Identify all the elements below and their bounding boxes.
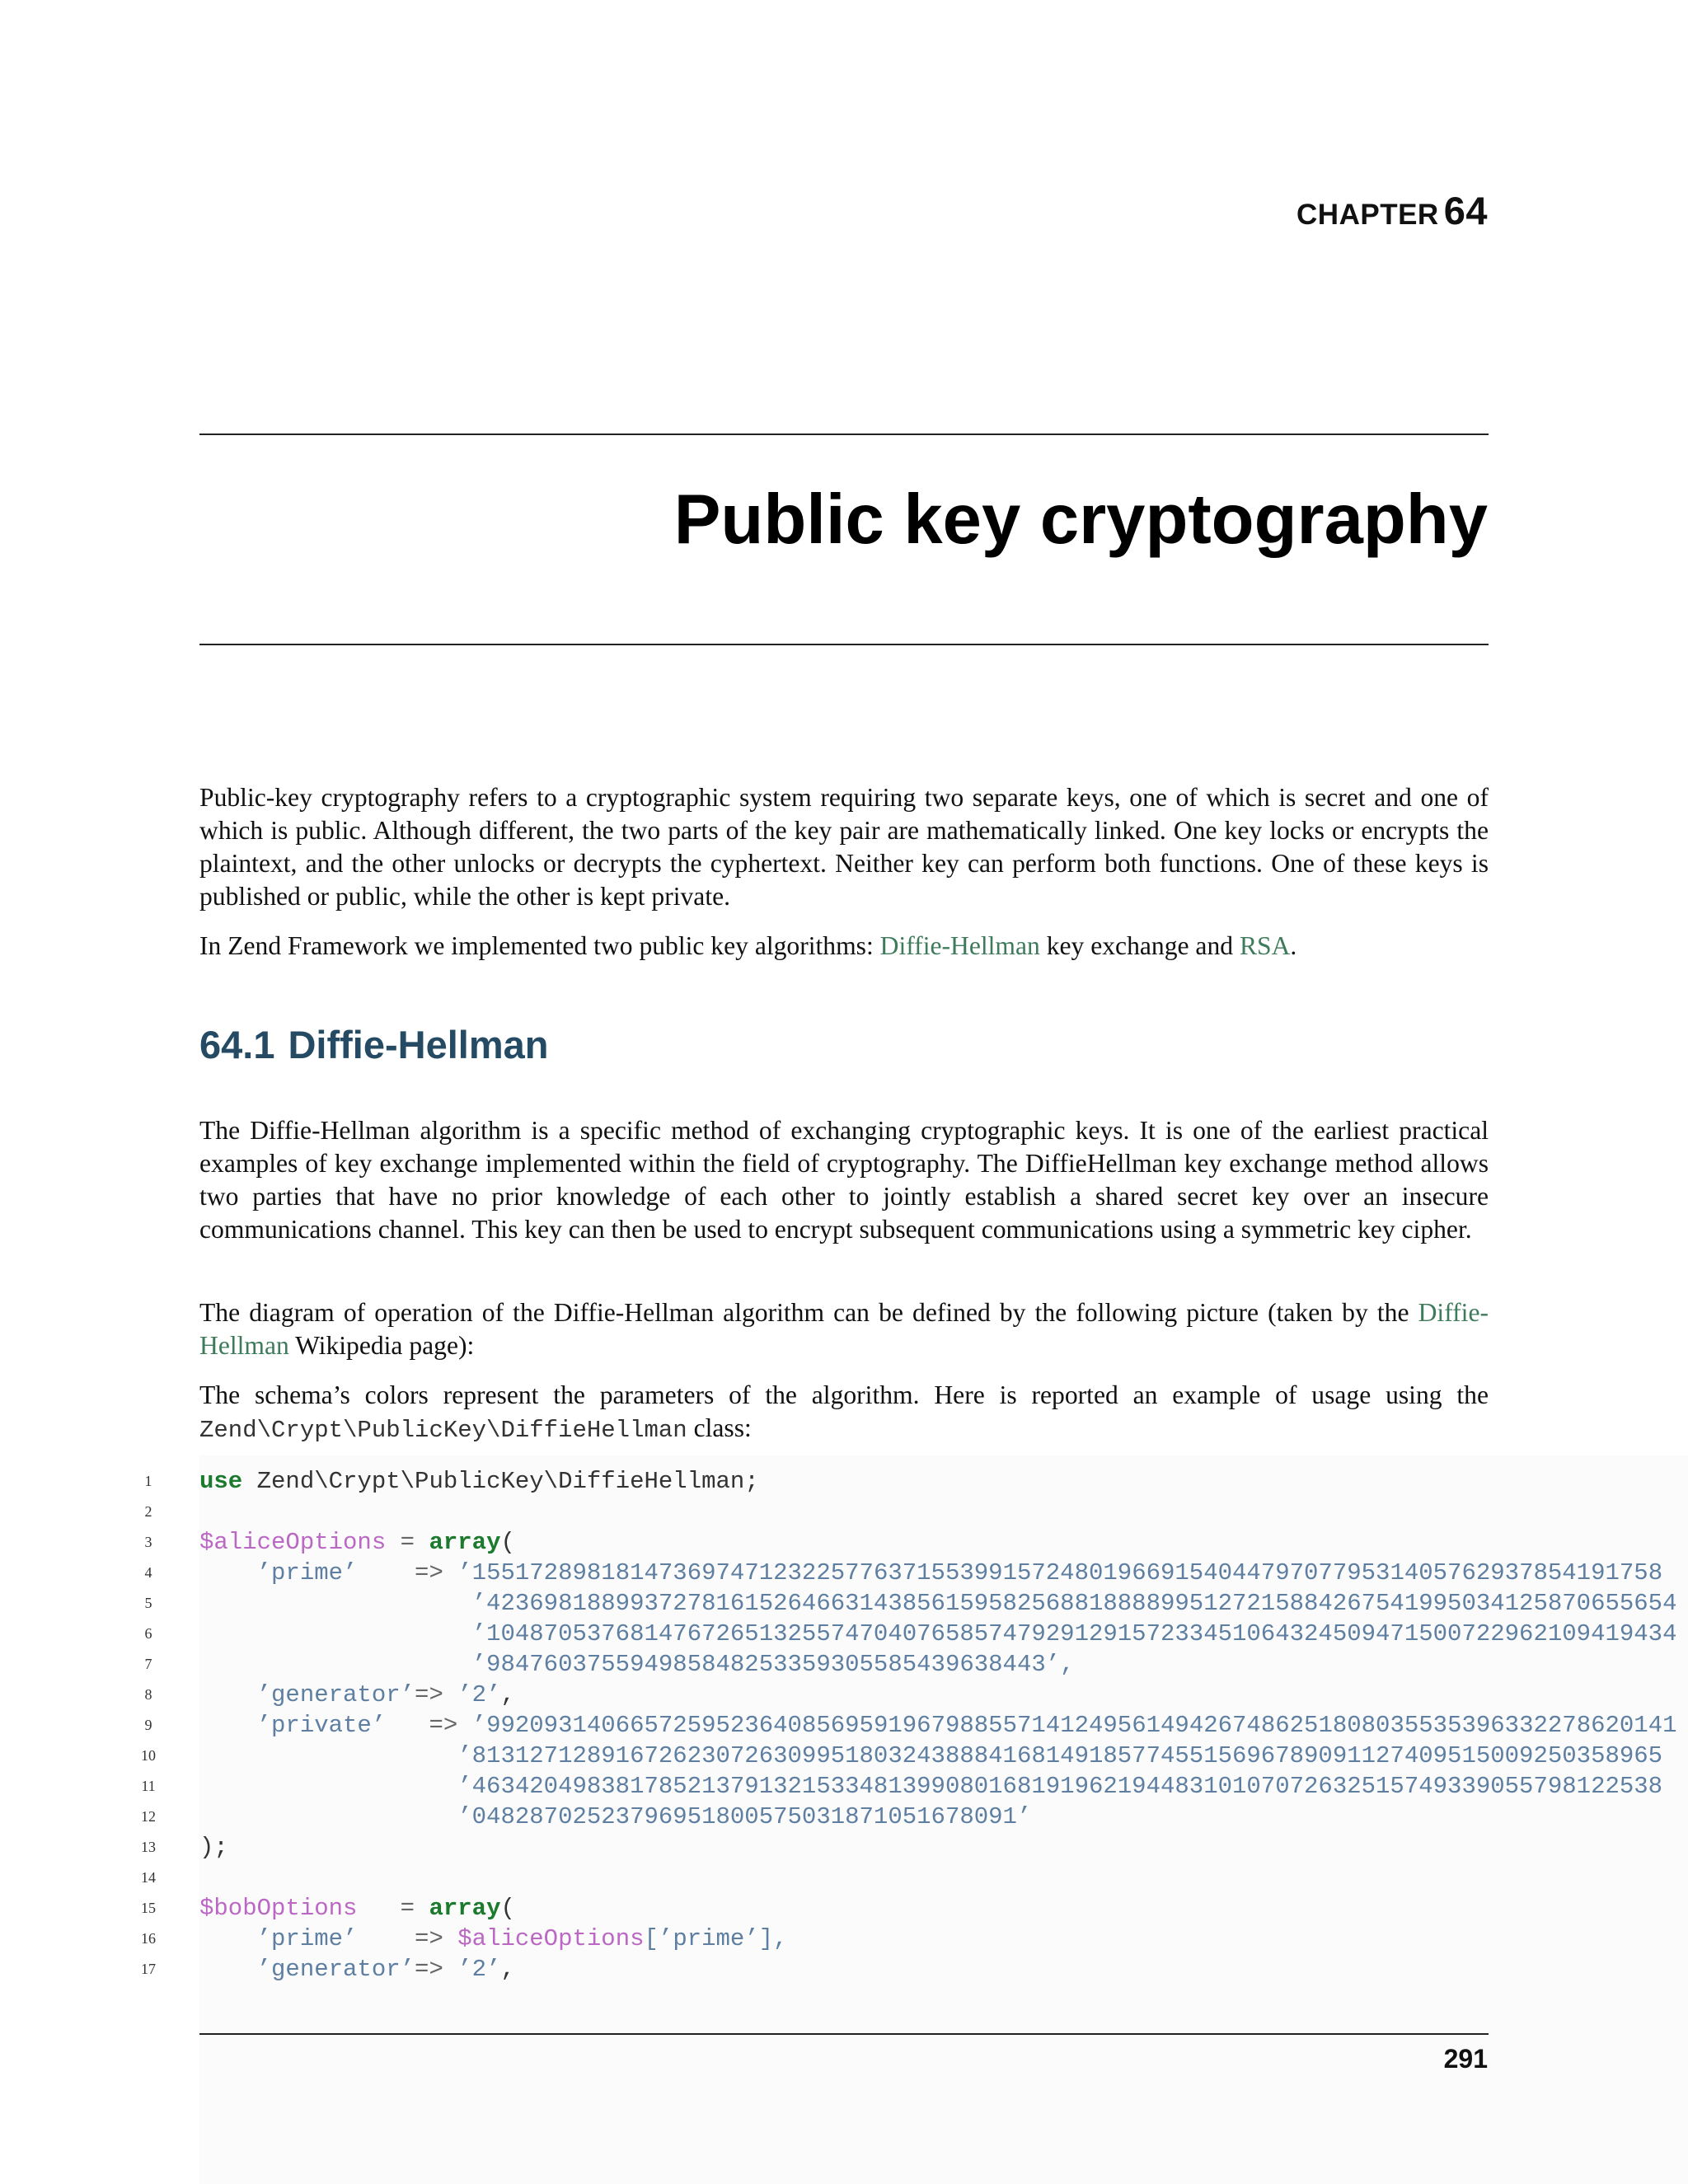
line-number: 11 [141,1778,156,1794]
chapter-number: 64 [1443,189,1488,232]
chapter-word: CHAPTER [1296,199,1439,231]
code-lines [199,0,1688,2184]
code-line-private-cont [199,1741,1662,1771]
code-string: [’prime’], [644,1925,788,1952]
line-number: 14 [141,1869,156,1886]
code-line-bob-options [199,1893,515,1924]
code-operator: => [357,1559,458,1586]
code-operator: => [357,1925,458,1952]
code-operator: => [386,1712,472,1739]
chapter-title: Public key cryptography [673,480,1488,559]
class-name-code: Zend\Crypt\PublicKey\DiffieHellman [199,1417,687,1444]
code-paren: ( [500,1895,515,1922]
page-number: 291 [1443,2044,1488,2074]
code-line-use [199,1466,759,1497]
code-paren: ( [500,1529,515,1556]
code-text: ); [199,1834,228,1861]
section-text-2: The diagram of operation of the Diffie-Hellman algorithm can be defined by the following picture (taken by the [199,1298,1418,1327]
code-string: ’048287025237969518005750318710516780 [199,1803,989,1830]
intro-text-2: In Zend Framework we implemented two public key algorithms: [199,931,880,960]
line-number: 17 [141,1961,156,1977]
code-operator: => [415,1956,458,1983]
section-title-text: Diffie-Hellman [288,1023,549,1066]
code-line-bob-prime [199,1924,788,1954]
rsa-link[interactable]: RSA [1239,931,1291,960]
code-string: ’2’ [457,1956,501,1983]
code-string: ’81312712891672623072630995180324388841681491857745515696789091127409515009250358965 [199,1742,1663,1769]
code-line-prime-cont [199,1619,1677,1649]
code-line-close [199,1832,228,1863]
line-number: 4 [144,1564,152,1581]
section-text-1: The Diffie-Hellman algorithm is a specific method of exchanging cryptographic keys. It is one of the earliest practical examples of key exchange implemented within the field of cryptography. The DiffieHellman key exchange method allows two parties that have no prior knowledge of each other to jointly establish a shared secret key over an insecure communications channel. This key can then be used to encrypt subsequent communications using a symmetric key cipher. [199,1116,1489,1244]
code-line-bob-generator [199,1954,515,1985]
code-string: ’10487053768147672651325574704076585747929129157233451064324509471500722962109419434 [199,1620,1677,1647]
code-variable: $bobOptions [199,1895,358,1922]
code-operator: = [357,1895,429,1922]
code-string: ’prime’ [199,1559,358,1586]
code-string: ’46342049838178521379132153348139908016819196219448310107072632515749339055798122538 [199,1773,1663,1800]
code-string: ’15517289818147369747123225776371553991572480196691540447970779531405762937854191758 [457,1559,1663,1586]
diffie-hellman-wikipedia-link[interactable]: Diffie-Hellman [199,1298,1489,1360]
line-number: 8 [144,1686,152,1703]
code-line-prime [199,1558,1662,1588]
line-number: 15 [141,1900,156,1916]
line-number: 2 [144,1503,152,1520]
section-text-3b: class: [687,1413,752,1442]
code-text: Zend\Crypt\PublicKey\DiffieHellman; [242,1468,759,1495]
intro-text-2b: key exchange and [1039,931,1240,960]
line-number: 13 [141,1839,156,1855]
code-string: ’99209314066572595236408569591967988557141249561494267486251808035535396332278620141 [471,1712,1677,1739]
code-string: ’private’ [199,1712,387,1739]
code-keyword: use [199,1468,243,1495]
code-variable: $aliceOptions [199,1529,387,1556]
footer-rule [199,2033,1489,2035]
code-keyword: array [429,1529,501,1556]
code-string: ’2’ [457,1681,501,1708]
code-line-generator [199,1680,515,1710]
diffie-hellman-link[interactable]: Diffie-Hellman [879,931,1040,960]
code-operator: = [386,1529,429,1556]
section-text-2b: Wikipedia page): [288,1331,475,1360]
code-line-alice-options [199,1527,515,1558]
intro-text-1: Public-key cryptography refers to a cryptographic system requiring two separate keys, one of which is secret and one of which is public. Although different, the two parts of the key pair are mathematically linked. One key locks or encrypts the plaintext, and the other unlocks or decrypts the cyphertext. Neither key can perform both functions. One of these keys is published or public, while the other is kept private. [199,783,1489,911]
line-number: 9 [144,1717,152,1733]
line-number: 5 [144,1595,152,1611]
code-operator: => [415,1681,458,1708]
code-line-prime-cont [199,1588,1677,1619]
line-number: 16 [141,1930,156,1947]
code-line-private-end [199,1802,1031,1832]
code-variable: $aliceOptions [457,1925,645,1952]
code-comma: , [500,1681,515,1708]
code-string: ’42369818899372781615264663143856159582568818888995127215884267541995034125870655654 [199,1590,1677,1617]
code-comma: , [500,1956,515,1983]
code-keyword: array [429,1895,501,1922]
code-string: ’generator’ [199,1681,415,1708]
line-number: 6 [144,1625,152,1642]
code-string: ’generator’ [199,1956,415,1983]
line-number: 10 [141,1747,156,1764]
code-line-private-cont [199,1771,1662,1802]
section-number: 64.1 [199,1023,275,1066]
code-line-prime-end [199,1649,1075,1680]
line-number: 3 [144,1534,152,1550]
code-line-private [199,1710,1677,1741]
line-number: 7 [144,1656,152,1672]
line-number: 12 [141,1808,156,1825]
section-text-3: The schema’s colors represent the parameters of the algorithm. Here is reported an example of usage using the [199,1380,1489,1409]
code-string: ’prime’ [199,1925,358,1952]
line-number: 1 [144,1473,152,1489]
code-string: ’98476037559498584825335930558543963844 [199,1651,1032,1678]
code-string-end: 3’, [1031,1651,1075,1678]
intro-text-2c: . [1290,931,1297,960]
code-string-end: 91’ [988,1803,1032,1830]
